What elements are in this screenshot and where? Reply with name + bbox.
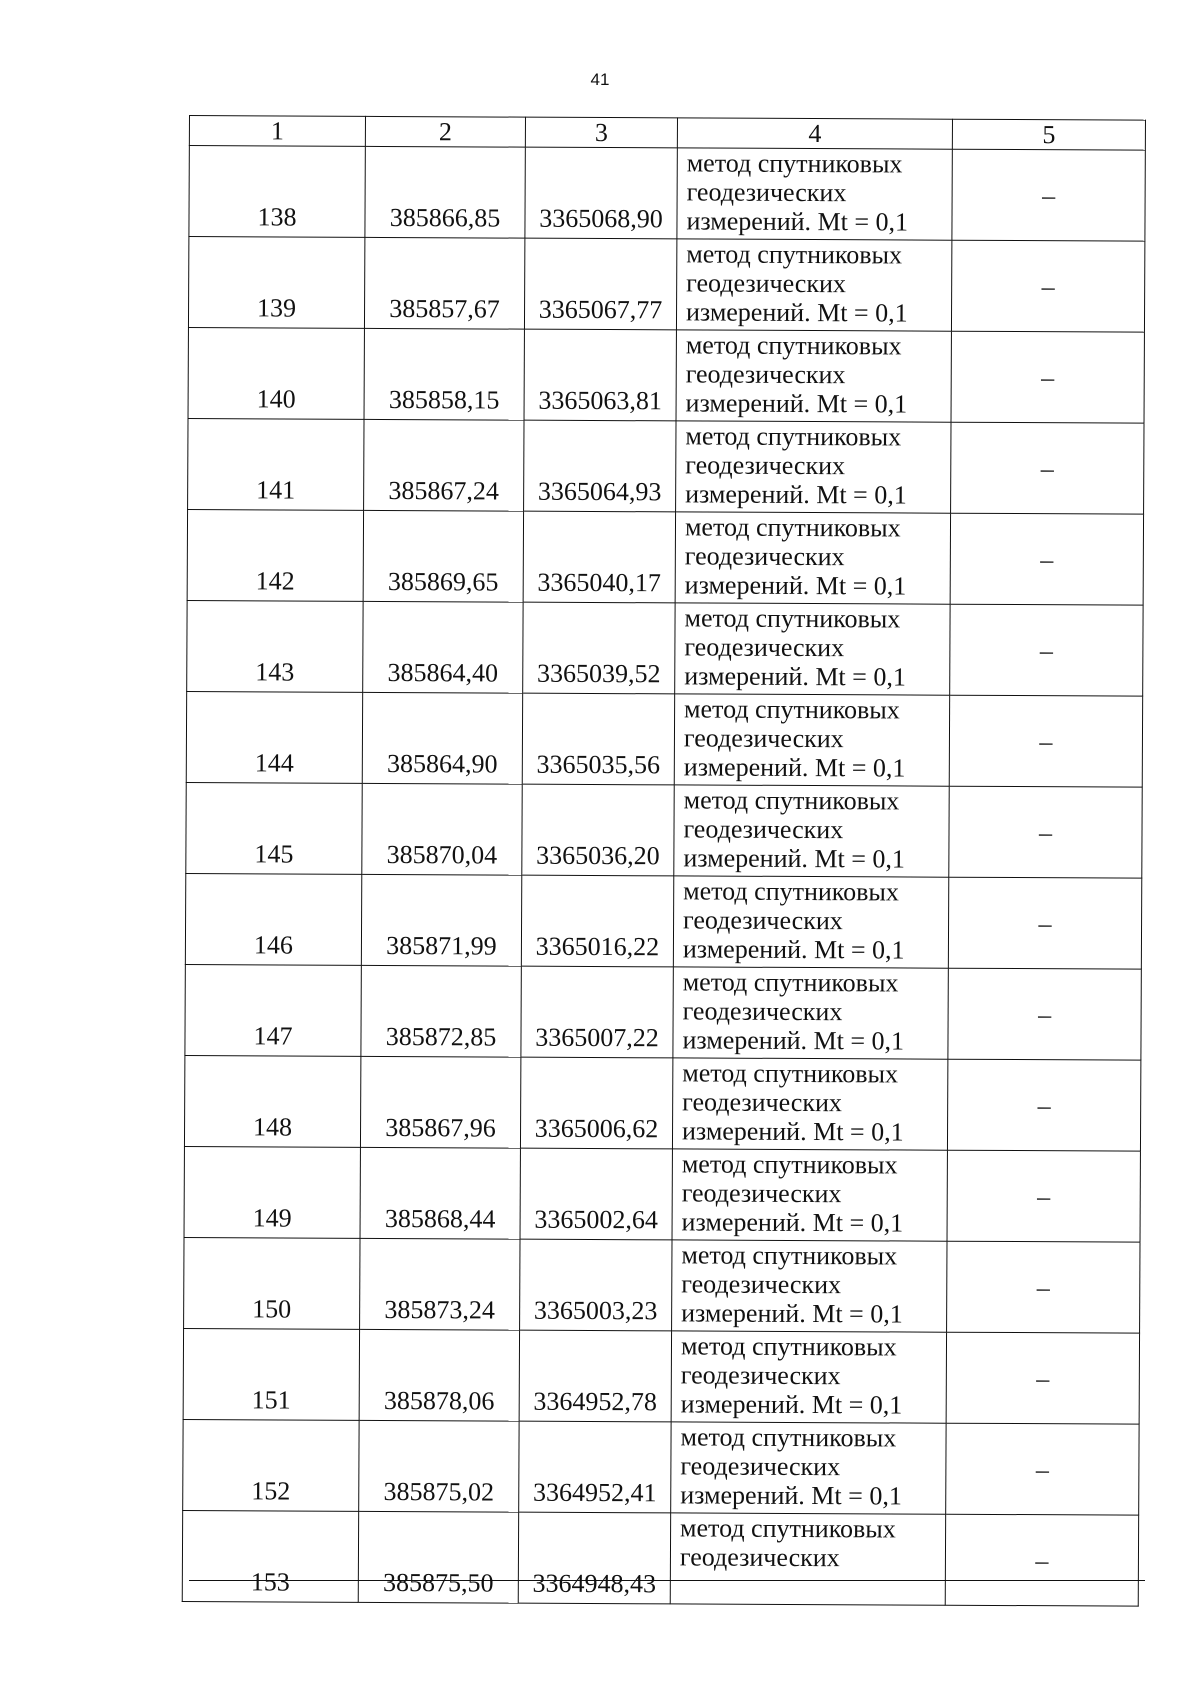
column-header-1: 1 bbox=[189, 116, 365, 147]
method-text-line: геодезических bbox=[683, 723, 844, 754]
point-number-cell: 139 bbox=[188, 237, 364, 329]
table-row bbox=[184, 1237, 1140, 1333]
note-cell: – bbox=[951, 331, 1144, 423]
method-cell bbox=[674, 785, 949, 877]
method-text-line: измерений. Mt = 0,1 bbox=[684, 661, 906, 692]
coordinate-x-cell: 385864,90 bbox=[362, 692, 522, 784]
note-cell: – bbox=[950, 604, 1143, 696]
coordinate-y-cell: 3365035,56 bbox=[522, 693, 674, 785]
coordinate-x-cell: 385864,40 bbox=[363, 601, 523, 693]
table-row bbox=[185, 873, 1141, 969]
method-text-line: геодезических bbox=[680, 1360, 841, 1391]
method-text-line: измерений. Mt = 0,1 bbox=[681, 1116, 904, 1147]
method-text-line: метод спутниковых bbox=[682, 967, 899, 998]
method-text-line: метод спутниковых bbox=[680, 1513, 896, 1544]
coordinate-y-cell: 3365064,93 bbox=[524, 420, 676, 512]
method-text-line: измерений. Mt = 0,1 bbox=[682, 934, 905, 965]
method-text-line: геодезических bbox=[681, 1178, 842, 1209]
note-cell: – bbox=[945, 1514, 1138, 1606]
method-cell bbox=[677, 148, 952, 240]
method-text-line: измерений. Mt = 0,1 bbox=[681, 1207, 904, 1238]
point-number-cell: 149 bbox=[184, 1146, 360, 1238]
coordinate-y-cell: 3365002,64 bbox=[520, 1148, 672, 1240]
point-number-cell: 152 bbox=[183, 1419, 359, 1511]
method-text-line: геодезических bbox=[681, 1269, 842, 1300]
method-text-line: геодезических bbox=[685, 359, 846, 390]
method-text-line: геодезических bbox=[680, 1451, 841, 1482]
coordinate-y-cell: 3365016,22 bbox=[521, 875, 673, 967]
table-body bbox=[182, 146, 1145, 1607]
method-text-line: геодезических bbox=[684, 541, 845, 572]
coordinate-x-cell: 385875,02 bbox=[359, 1420, 519, 1512]
method-text-line: метод спутниковых bbox=[680, 1331, 897, 1362]
method-text-line: измерений. Mt = 0,1 bbox=[680, 1389, 903, 1420]
method-text-line: метод спутниковых bbox=[684, 603, 901, 634]
note-cell: – bbox=[952, 149, 1145, 241]
method-text-line: геодезических bbox=[685, 450, 846, 481]
method-text-line: измерений. Mt = 0,1 bbox=[684, 570, 907, 601]
coordinate-x-cell: 385872,85 bbox=[361, 965, 521, 1057]
table-row bbox=[186, 691, 1142, 787]
method-text-line: измерений. Mt = 0,1 bbox=[681, 1298, 903, 1329]
coordinate-x-cell: 385858,15 bbox=[364, 328, 524, 420]
table-row bbox=[188, 237, 1144, 333]
note-cell: – bbox=[947, 1059, 1140, 1151]
coordinate-y-cell: 3365068,90 bbox=[525, 147, 677, 239]
method-text-line: метод спутниковых bbox=[684, 512, 901, 543]
method-text-line: геодезических bbox=[682, 996, 843, 1027]
method-cell bbox=[672, 1149, 947, 1241]
method-text-line: геодезических bbox=[686, 177, 847, 208]
method-cell bbox=[675, 603, 950, 695]
method-text-line: геодезических bbox=[686, 268, 846, 299]
table-row bbox=[182, 1510, 1138, 1606]
note-cell: – bbox=[947, 1150, 1140, 1242]
coordinate-y-cell: 3365067,77 bbox=[524, 238, 676, 330]
note-cell: – bbox=[950, 513, 1143, 605]
method-cell bbox=[675, 512, 950, 604]
method-text-line: измерений. Mt = 0,1 bbox=[682, 1025, 905, 1056]
table-row bbox=[185, 964, 1141, 1060]
note-cell: – bbox=[946, 1332, 1139, 1424]
point-number-cell: 142 bbox=[187, 509, 363, 601]
coordinate-y-cell: 3364948,43 bbox=[518, 1512, 670, 1604]
column-header-5: 5 bbox=[952, 119, 1145, 150]
coordinate-y-cell: 3365007,22 bbox=[521, 966, 673, 1058]
note-cell: – bbox=[951, 240, 1144, 332]
note-cell: – bbox=[951, 422, 1144, 514]
coordinate-x-cell: 385857,67 bbox=[364, 237, 524, 329]
coordinate-y-cell: 3365003,23 bbox=[520, 1239, 672, 1331]
coordinates-table bbox=[182, 115, 1146, 1607]
note-cell: – bbox=[947, 1241, 1140, 1333]
table-row bbox=[183, 1328, 1139, 1424]
table-row bbox=[188, 327, 1144, 423]
coordinate-y-cell: 3365036,20 bbox=[522, 784, 674, 876]
method-text-line: измерений. Mt = 0,1 bbox=[683, 752, 906, 783]
point-number-cell: 147 bbox=[185, 964, 361, 1056]
point-number-cell: 145 bbox=[186, 782, 362, 874]
method-text-line: метод спутниковых bbox=[682, 1058, 899, 1089]
method-text-line: метод спутниковых bbox=[686, 148, 903, 179]
table-row bbox=[188, 418, 1144, 514]
note-cell: – bbox=[949, 695, 1142, 787]
page-number: 41 bbox=[590, 70, 610, 89]
note-cell: – bbox=[946, 1423, 1139, 1515]
method-cell bbox=[670, 1513, 945, 1605]
method-text-line: метод спутниковых bbox=[681, 1149, 898, 1180]
method-text-line: измерений. Mt = 0,1 bbox=[685, 388, 908, 419]
coordinate-y-cell: 3365039,52 bbox=[523, 602, 675, 694]
point-number-cell: 138 bbox=[189, 146, 365, 238]
coordinate-x-cell: 385871,99 bbox=[361, 874, 521, 966]
method-cell bbox=[671, 1422, 946, 1514]
point-number-cell: 153 bbox=[182, 1510, 358, 1602]
coordinates-table-container bbox=[189, 115, 1145, 1599]
table-row bbox=[186, 782, 1142, 878]
method-text-line: геодезических bbox=[683, 814, 844, 845]
point-number-cell: 151 bbox=[183, 1328, 359, 1420]
method-cell bbox=[676, 239, 951, 331]
method-text-line: метод спутниковых bbox=[680, 1422, 897, 1453]
method-text-line: метод спутниковых bbox=[686, 239, 903, 270]
column-header-4: 4 bbox=[677, 118, 952, 149]
point-number-cell: 143 bbox=[187, 600, 363, 692]
note-cell: – bbox=[948, 968, 1141, 1060]
coordinate-y-cell: 3364952,78 bbox=[519, 1330, 671, 1422]
point-number-cell: 141 bbox=[188, 418, 364, 510]
note-cell: – bbox=[948, 877, 1141, 969]
method-cell bbox=[673, 967, 948, 1059]
point-number-cell: 148 bbox=[184, 1055, 360, 1147]
point-number-cell: 144 bbox=[186, 691, 362, 783]
table-header-row bbox=[189, 116, 1145, 151]
method-text-line: геодезических bbox=[682, 1087, 842, 1118]
method-text-line: измерений. Mt = 0,1 bbox=[685, 297, 908, 328]
method-cell bbox=[674, 694, 949, 786]
coordinate-y-cell: 3365040,17 bbox=[523, 511, 675, 603]
table-row bbox=[187, 509, 1143, 605]
method-cell bbox=[676, 330, 951, 422]
coordinate-x-cell: 385875,50 bbox=[358, 1511, 518, 1603]
method-text-line: метод спутниковых bbox=[684, 694, 900, 725]
coordinate-x-cell: 385873,24 bbox=[360, 1238, 520, 1330]
method-text-line: геодезических bbox=[679, 1542, 840, 1573]
method-cell bbox=[672, 1240, 947, 1332]
coordinate-x-cell: 385866,85 bbox=[365, 146, 525, 238]
coordinate-y-cell: 3364952,41 bbox=[519, 1421, 671, 1513]
method-cell bbox=[673, 876, 948, 968]
method-text-line: метод спутниковых bbox=[685, 330, 902, 361]
point-number-cell: 140 bbox=[188, 327, 364, 419]
table-row bbox=[183, 1419, 1139, 1515]
coordinate-x-cell: 385867,96 bbox=[360, 1056, 520, 1148]
table-row bbox=[187, 600, 1143, 696]
method-text-line: метод спутниковых bbox=[683, 876, 899, 907]
method-text-line: измерений. Mt = 0,1 bbox=[686, 206, 909, 237]
table-row bbox=[184, 1146, 1140, 1242]
method-text-line: измерений. Mt = 0,1 bbox=[680, 1480, 902, 1511]
coordinate-x-cell: 385868,44 bbox=[360, 1147, 520, 1239]
method-cell bbox=[676, 421, 951, 513]
coordinate-y-cell: 3365006,62 bbox=[520, 1057, 672, 1149]
method-text-line: геодезических bbox=[683, 905, 843, 936]
coordinate-x-cell: 385867,24 bbox=[364, 419, 524, 511]
coordinate-x-cell: 385870,04 bbox=[362, 783, 522, 875]
column-header-2: 2 bbox=[365, 116, 525, 147]
method-text-line: метод спутниковых bbox=[681, 1240, 898, 1271]
method-text-line: метод спутниковых bbox=[683, 785, 900, 816]
point-number-cell: 150 bbox=[184, 1237, 360, 1329]
method-cell bbox=[672, 1058, 947, 1150]
method-text-line: измерений. Mt = 0,1 bbox=[685, 479, 907, 510]
coordinate-x-cell: 385869,65 bbox=[363, 510, 523, 602]
method-text-line: метод спутниковых bbox=[685, 421, 902, 452]
column-header-3: 3 bbox=[525, 117, 677, 148]
method-text-line: геодезических bbox=[684, 632, 845, 663]
coordinate-y-cell: 3365063,81 bbox=[524, 329, 676, 421]
point-number-cell: 146 bbox=[185, 873, 361, 965]
method-text-line: измерений. Mt = 0,1 bbox=[683, 843, 906, 874]
method-cell bbox=[671, 1331, 946, 1423]
table-row bbox=[189, 146, 1145, 242]
note-cell: – bbox=[949, 786, 1142, 878]
coordinate-x-cell: 385878,06 bbox=[359, 1329, 519, 1421]
table-row bbox=[184, 1055, 1140, 1151]
